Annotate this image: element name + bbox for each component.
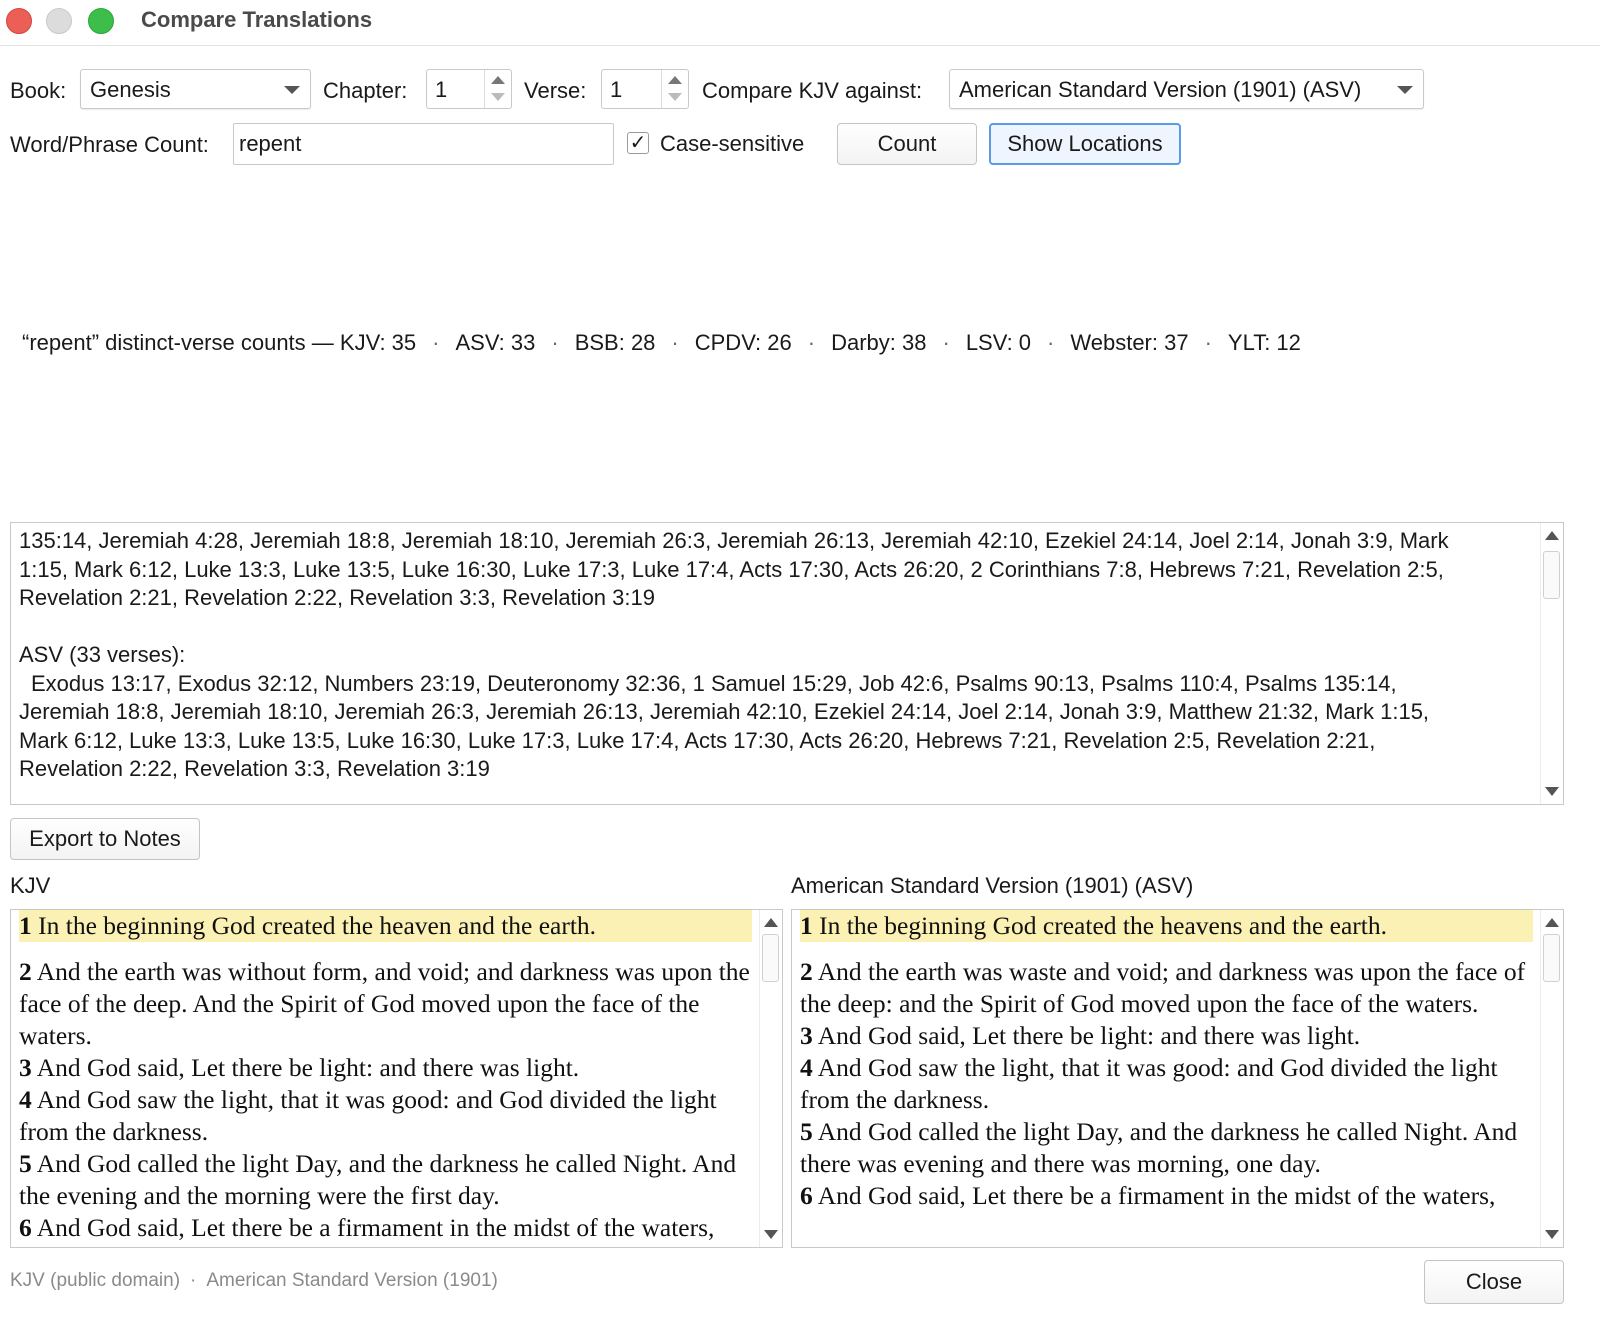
verse-number: 5 [19,1149,32,1178]
result-line: Revelation 2:22, Revelation 3:3, Revelation 3:19 [19,756,490,781]
counts-separator: · [1204,330,1212,355]
count-item: BSB: 28 [574,330,656,355]
chapter-stepper-arrows[interactable] [484,70,511,108]
scroll-up-icon[interactable] [1545,531,1559,540]
verse-text: And the earth was without form, and void; and darkness was upon the face of the deep. And the Spirit of God moved upon the face of the waters. [19,957,750,1050]
verse-number: 1 [800,911,813,940]
count-button[interactable]: Count [837,123,977,165]
footer-attribution [10,1270,498,1292]
scroll-down-icon[interactable] [1545,787,1559,796]
count-item: KJV: 35 [339,330,417,355]
counts-summary [22,330,1301,356]
verse [800,1052,1533,1116]
result-line: Mark 6:12, Luke 13:3, Luke 13:5, Luke 16:30, Luke 17:3, Luke 17:4, Acts 17:30, Acts 26:20, Hebrews 7:21, Revelation 2:5, Revelation 2:21, [19,727,1376,753]
count-item: Darby: 38 [831,330,927,355]
zoom-window-icon[interactable] [88,8,114,34]
scroll-down-icon[interactable] [1545,1230,1559,1239]
stepper-down-icon[interactable] [491,93,505,101]
close-button[interactable]: Close [1424,1260,1564,1304]
count-item: CPDV: 26 [694,330,792,355]
chapter-value: 1 [435,77,448,102]
result-line: 1:15, Mark 6:12, Luke 13:3, Luke 13:5, Luke 16:30, Luke 17:3, Luke 17:4, Acts 17:30, Acts 26:20, 2 Corinthians 7:8, Hebrews 7:21, Revelation 2:5, [19,556,1444,582]
stepper-down-icon[interactable] [668,93,682,101]
verse [19,1052,752,1084]
verse-text: And God said, Let there be light: and there was light. [31,1053,580,1082]
footer-kjv: KJV (public domain) [10,1270,181,1291]
asv-verses [800,910,1533,1212]
counts-separator: · [671,330,679,355]
verse-highlighted [19,910,752,942]
asv-scrollbar[interactable] [1540,910,1563,1247]
case-sensitive-checkbox[interactable]: ✓ [627,132,649,154]
kjv-scrollbar[interactable] [759,910,782,1247]
verse-number: 3 [19,1053,32,1082]
verse-number: 4 [800,1053,813,1082]
verse-stepper[interactable] [601,69,689,109]
locations-results-text [19,527,1529,784]
scroll-up-icon[interactable] [764,918,778,927]
verse-text: And God said, Let there be a firmament in the midst of the waters, [31,1213,715,1242]
minimize-window-icon[interactable] [46,8,72,34]
compare-label: Compare KJV against: [702,78,923,103]
scroll-thumb[interactable] [762,934,779,982]
count-item: ASV: 33 [455,330,536,355]
export-to-notes-button[interactable]: Export to Notes [10,818,200,860]
book-label: Book: [10,78,67,103]
stepper-up-icon[interactable] [668,76,682,84]
footer-separator: · [190,1270,197,1291]
verse-number: 2 [19,957,32,986]
counts-prefix: “repent” distinct-verse counts — [22,330,340,355]
counts-separator: · [432,330,440,355]
compare-translation-select[interactable] [949,69,1424,109]
verse-text: And God saw the light, that it was good: and God divided the light from the darkness. [19,1085,717,1146]
compare-select-value: American Standard Version (1901) (ASV) [959,77,1362,102]
locations-results-area[interactable] [10,522,1564,805]
result-line: Exodus 13:17, Exodus 32:12, Numbers 23:19, Deuteronomy 32:36, 1 Samuel 15:29, Job 42:6, Psalms 90:13, Psalms 110:4, Psalms 135:14, [31,670,1397,696]
chevron-down-icon [284,86,300,94]
footer-asv: American Standard Version (1901) [206,1270,498,1291]
book-select[interactable] [80,69,311,109]
verse-text: And God said, Let there be a firmament in the midst of the waters, [812,1181,1496,1210]
chapter-label: Chapter: [323,78,408,103]
results-scrollbar[interactable] [1540,523,1563,804]
window-title: Compare Translations [141,7,373,32]
kjv-verses [19,910,752,1244]
count-item: YLT: 12 [1227,330,1301,355]
verse [800,1020,1533,1052]
asv-text-panel[interactable] [791,909,1564,1248]
verse-number: 2 [800,957,813,986]
counts-separator: · [1047,330,1055,355]
verse-text: And God saw the light, that it was good: and God divided the light from the darkness. [800,1053,1498,1114]
verse-text: In the beginning God created the heavens and the earth. [812,911,1387,940]
verse [800,956,1533,1020]
kjv-header: KJV [10,873,51,898]
case-sensitive-label[interactable]: Case-sensitive [660,131,805,156]
scroll-thumb[interactable] [1543,934,1560,982]
verse-number: 6 [19,1213,32,1242]
verse-text: And the earth was waste and void; and darkness was upon the face of the deep: and the Spirit of God moved upon the face of the waters. [800,957,1526,1018]
verse [800,1180,1533,1212]
verse-label: Verse: [524,78,587,103]
verse-stepper-arrows[interactable] [661,70,688,108]
scroll-thumb[interactable] [1543,551,1560,599]
verse-text: And God called the light Day, and the darkness he called Night. And there was evening and there was morning, one day. [800,1117,1518,1178]
asv-header: American Standard Version (1901) (ASV) [791,873,1194,898]
stepper-up-icon[interactable] [491,76,505,84]
chapter-stepper[interactable] [426,69,512,109]
scroll-down-icon[interactable] [764,1230,778,1239]
verse [19,1212,752,1244]
count-item: LSV: 0 [965,330,1032,355]
phrase-input[interactable] [233,123,614,165]
counts-separator: · [551,330,559,355]
verse-number: 3 [800,1021,813,1050]
result-line: ASV (33 verses): [19,642,186,667]
result-line [19,613,1529,642]
result-line: 135:14, Jeremiah 4:28, Jeremiah 18:8, Jeremiah 18:10, Jeremiah 26:3, Jeremiah 26:13, Jeremiah 42:10, Ezekiel 24:14, Joel 2:14, Jonah 3:9, Mark [19,528,1449,553]
result-line: Jeremiah 18:8, Jeremiah 18:10, Jeremiah 26:3, Jeremiah 26:13, Jeremiah 42:10, Ezekiel 24:14, Joel 2:14, Jonah 3:9, Matthew 21:32, Mark 1:15, [19,699,1430,724]
title-bar [0,0,1600,46]
verse-number: 6 [800,1181,813,1210]
book-select-value: Genesis [90,77,171,102]
verse-text: And God said, Let there be light: and there was light. [812,1021,1361,1050]
verse-number: 5 [800,1117,813,1146]
count-item: Webster: 37 [1070,330,1189,355]
kjv-text-panel[interactable] [10,909,783,1248]
verse-text: In the beginning God created the heaven and the earth. [31,911,597,940]
verse [19,1084,752,1148]
verse-value: 1 [610,77,623,102]
chevron-down-icon [1397,86,1413,94]
phrase-count-label: Word/Phrase Count: [10,132,209,157]
verse-text: And God called the light Day, and the darkness he called Night. And the evening and the morning were the first day. [19,1149,737,1210]
counts-separator: · [942,330,950,355]
verse [800,1116,1533,1180]
verse-number: 1 [19,911,32,940]
counts-separator: · [807,330,816,355]
verse-highlighted [800,910,1533,942]
verse [19,956,752,1052]
show-locations-button[interactable]: Show Locations [989,123,1181,165]
verse-number: 4 [19,1085,32,1114]
verse [19,1148,752,1212]
close-window-icon[interactable] [6,8,32,34]
scroll-up-icon[interactable] [1545,918,1559,927]
result-line: Revelation 2:21, Revelation 2:22, Revelation 3:3, Revelation 3:19 [19,585,655,610]
